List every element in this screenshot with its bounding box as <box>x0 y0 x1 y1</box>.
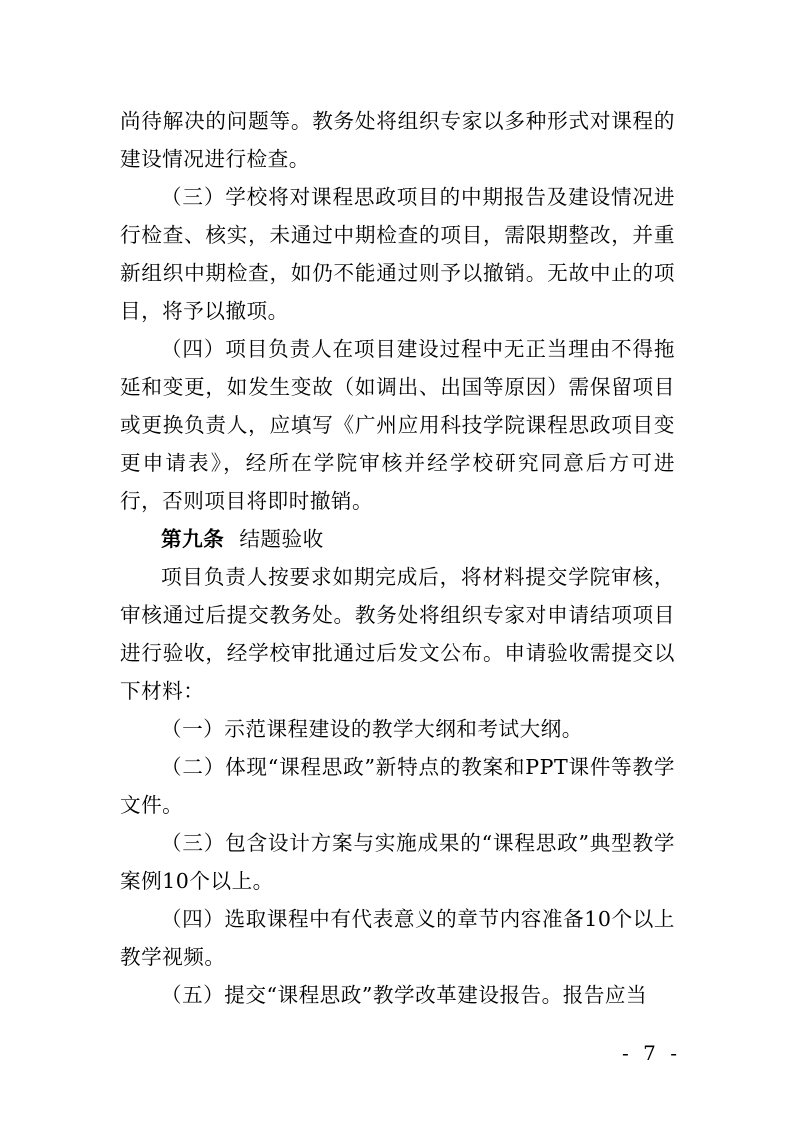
article-label: 第九条 <box>161 527 225 551</box>
article-heading <box>161 520 324 558</box>
paragraph-acceptance-intro: 项目负责人按要求如期完成后，将材料提交学院审核，审核通过后提交教务处。教务处将组织专家对申请结项项目进行验收，经学校审批通过后发文公布。申请验收需提交以下材料： <box>120 565 675 703</box>
page-number: - 7 - <box>622 1041 681 1065</box>
paragraph-inspection: 尚待解决的问题等。教务处将组织专家以多种形式对课程的建设情况进行检查。 <box>120 109 675 171</box>
paragraph-material-five: （五）提交“课程思政”教学改革建设报告。报告应当 <box>161 983 648 1007</box>
paragraph-material-one: （一）示范课程建设的教学大纲和考试大纲。 <box>161 717 583 741</box>
paragraph-item-three-midterm: （三）学校将对课程思政项目的中期报告及建设情况进行检查、核实，未通过中期检查的项目，需限期整改，并重新组织中期检查，如仍不能通过则予以撤销。无故中止的项目，将予以撤项。 <box>120 185 675 323</box>
article-title: 结题验收 <box>239 527 324 551</box>
paragraph-material-two: （二）体现“课程思政”新特点的教案和PPT课件等教学文件。 <box>120 755 675 817</box>
paragraph-item-four-changes: （四）项目负责人在项目建设过程中无正当理由不得拖延和变更，如发生变故（如调出、出国等原因）需保留项目或更换负责人，应填写《广州应用科技学院课程思政项目变更申请表》，经所在学院审核并经学校研究同意后方可进行，否则项目将即时撤销。 <box>120 337 675 513</box>
paragraph-material-four: （四）选取课程中有代表意义的章节内容准备10个以上教学视频。 <box>120 907 675 969</box>
paragraph-material-three: （三）包含设计方案与实施成果的“课程思政”典型教学案例10个以上。 <box>120 831 675 893</box>
